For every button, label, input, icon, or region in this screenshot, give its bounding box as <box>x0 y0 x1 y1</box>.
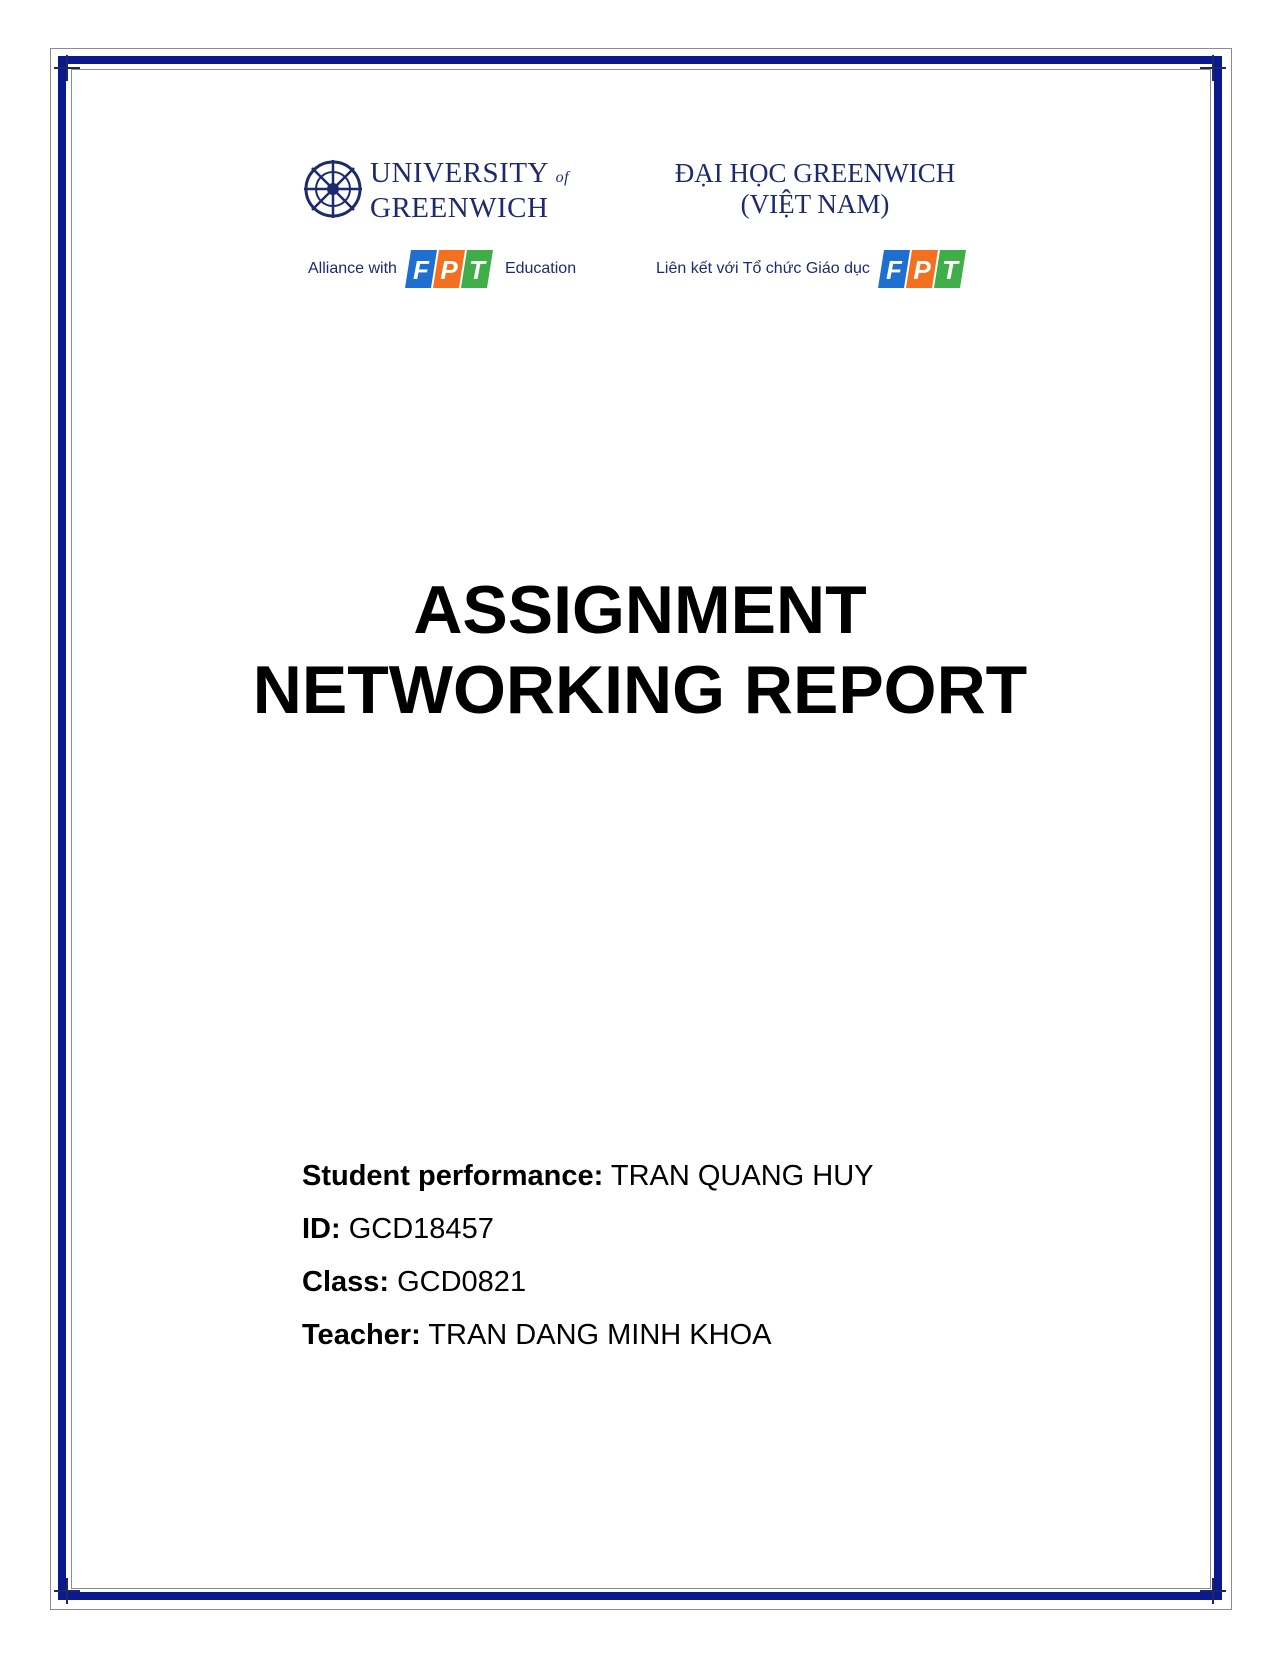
detail-row-student <box>302 1150 874 1203</box>
title-line-2: NETWORKING REPORT <box>252 652 1028 728</box>
alliance-prefix: Alliance with <box>308 260 397 277</box>
university-line-1: UNIVERSITY <box>370 157 548 189</box>
greenwich-crest-icon <box>302 158 364 220</box>
corner-mark-top-left <box>54 55 80 81</box>
detail-row-class <box>302 1256 874 1309</box>
detail-label: Student performance: <box>302 1160 604 1192</box>
detail-value: GCD0821 <box>397 1266 527 1298</box>
greenwich-vietnam-logo <box>650 150 980 310</box>
vietnam-line-1: ĐẠI HỌC GREENWICH <box>674 158 956 188</box>
document-title <box>0 570 1280 730</box>
detail-value: TRAN DANG MINH KHOA <box>428 1319 772 1351</box>
fpt-letter-t: T <box>941 255 958 285</box>
fpt-letter-t: T <box>468 255 485 285</box>
detail-label: ID: <box>302 1213 341 1245</box>
detail-label: Class: <box>302 1266 390 1298</box>
alliance-suffix: Education <box>504 260 577 277</box>
university-line-2: GREENWICH <box>370 192 549 224</box>
corner-mark-bottom-right <box>1200 1578 1226 1604</box>
fpt-logo-icon <box>876 246 972 292</box>
vietnam-name <box>650 158 980 220</box>
university-name <box>370 158 569 224</box>
student-details <box>302 1150 874 1362</box>
university-of: of <box>555 169 570 186</box>
detail-value: GCD18457 <box>348 1213 494 1245</box>
corner-mark-bottom-left <box>54 1578 80 1604</box>
vietnam-line-2: (VIỆT NAM) <box>740 189 890 219</box>
fpt-logo-icon <box>403 246 499 292</box>
fpt-letter-p: P <box>440 255 458 285</box>
university-of-greenwich-logo <box>300 150 590 310</box>
vietnam-tagline-line <box>656 246 978 292</box>
vietnam-tagline: Liên kết với Tổ chức Giáo dục <box>656 260 870 277</box>
fpt-letter-f: F <box>885 255 902 285</box>
detail-label: Teacher: <box>302 1319 421 1351</box>
alliance-line <box>308 246 576 292</box>
detail-value: TRAN QUANG HUY <box>610 1160 874 1192</box>
detail-row-teacher <box>302 1309 874 1362</box>
corner-mark-top-right <box>1200 55 1226 81</box>
title-line-1: ASSIGNMENT <box>413 572 867 648</box>
fpt-letter-f: F <box>412 255 429 285</box>
detail-row-id <box>302 1203 874 1256</box>
fpt-letter-p: P <box>913 255 931 285</box>
header-logos <box>300 150 1000 310</box>
